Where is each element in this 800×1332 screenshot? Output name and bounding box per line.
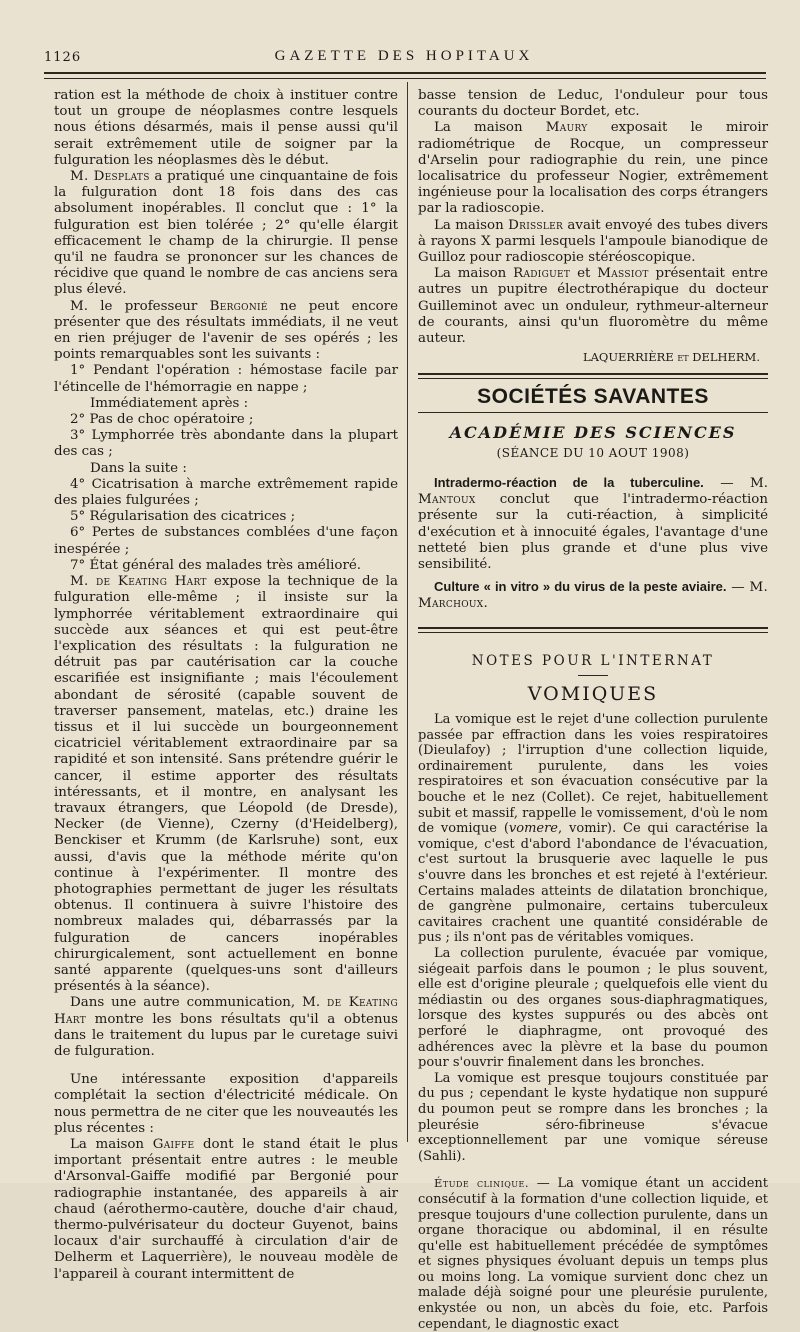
paragraph-text: exposait le miroir radiométrique de Rocque, un compresseur d'Arselin pour radiographie du rein, une pince localisatrice du professeur Nogier, extrêmement ingénieuse pour la localisation des corps étrangers par la radioscopie. [418,120,769,217]
paragraph: basse tension de Leduc, l'onduleur pour tous courants du docteur Bordet, etc. [418,88,768,120]
paragraph [418,1176,768,1332]
paragraph: Une intéressante exposition d'appareils complétait la section d'électricité médicale. On nous permettra de ne citer que les nouveautés les plus récentes : [54,1072,398,1136]
paragraph-text: M. le professeur [70,298,198,314]
company-name: Drissler [508,217,564,233]
paragraph-text: et [577,266,591,282]
section-rule [418,627,768,633]
section-rule [418,373,768,379]
author-name: M. Desplats [70,169,150,185]
communication-title: Intradermo-réaction de la tuberculine. [434,475,704,491]
subsection-title: Étude clinique. [434,1176,530,1191]
paragraph [54,1137,398,1283]
article-title: VOMIQUES [527,682,659,705]
list-item: 6° Pertes de substances comblées d'une façon inespérée ; [54,525,398,557]
article-body [418,712,768,1332]
paragraph [54,299,398,364]
journal-title: GAZETTE DES HOPITAUX [274,48,534,64]
company-name: Massiot [597,266,649,282]
paragraph-text: — M. [720,476,768,492]
company-name: Maury [545,120,588,136]
paragraph [418,218,768,267]
author-name: M. de Keating Hart [70,574,207,590]
paragraph-text: La maison [70,1137,145,1152]
communication [418,579,768,612]
paragraph [54,574,398,995]
page-number: 1126 [44,50,82,65]
communication-title: Culture « in vitro » du virus de la peste aviaire. [434,579,727,595]
list-item: 7° État général des malades très amélioré. [70,557,362,573]
list-subhead: Dans la suite : [90,460,187,476]
short-rule [578,675,608,676]
paragraph-text: La maison [434,266,507,282]
paragraph-text: montre les bons résultats qu'il a obtenus dans le traitement du lupus par le curetage suivi de fulguration. [54,1011,398,1059]
paragraph-text: avait envoyé des tubes divers à rayons X parmi lesquels l'ampoule bianodique de Guilloz pour radioscopie stéréoscopique. [418,217,768,266]
column-divider [407,82,408,1142]
paragraph-text: La maison [434,217,504,233]
list-item: 3° Lymphorrée très abondante dans la plupart des cas ; [54,428,398,460]
paragraph-text: , vomir). Ce qui caractérise la vomique, c'est d'abord l'abondance de l'évacuation, c'est surtout la brusquerie avec laquelle le pus s'ouvre dans les bronches et est rejeté à l'extérieur. Certains malades atteints de dilatation bronchique, de gangrène pulmonaire, certains tuberculeux cavitaires crachent une quantité considérable de pus ; ils n'ont pas de véritables vomiques. [418,821,768,946]
left-column [54,88,398,1283]
paragraph-text: a pratiqué une cinquantaine de fois la fulguration dont 18 fois dans des cas absolument inopérables. Il conclut que : 1° la fulguration est bien tolérée ; 2° qu'elle élargit efficacement le champ de la chirurgie. Il pense qu'il ne faudra se prononcer sur les chances de récidive que quand le nombre de cas anciens sera plus élevé. [54,169,398,298]
paragraph [418,120,768,217]
session-date: (SÉANCE DU 10 AOUT 1908) [496,445,690,460]
company-name: Radiguet [513,266,571,282]
paragraph-text: — [731,580,745,596]
right-column [418,88,768,1332]
paragraph-text: présentait entre autres un pupitre électrothérapique du docteur Guilleminot avec un onduleur, rythmeur-alterneur de courants, ainsi qu'un fluoromètre du même auteur. [418,266,768,347]
list-item: 2° Pas de choc opératoire ; [70,412,254,428]
header-rule-thin [44,78,766,79]
paragraph-text: La maison [434,120,523,136]
list-item: 4° Cicatrisation à marche extrêmement rapide des plaies fulgurées ; [54,476,398,509]
author-name: Bergonié [209,298,268,314]
paragraph [418,712,768,946]
paragraph-text: ne peut encore présenter que des résultats immédiats, il ne veut en rien préjuger de l'avenir de ses opérés ; les points remarquables sont les suivants : [54,298,399,363]
academy-heading: ACADÉMIE DES SCIENCES [449,422,737,442]
paragraph [54,169,398,299]
list-item: 1° Pendant l'opération : hémostase facile par l'étincelle de l'hémorragie en nappe ; [54,363,398,395]
paragraph [418,266,768,347]
section-title: SOCIÉTÉS SAVANTES [477,385,709,409]
paragraph-text: expose la technique de la fulguration elle-même ; il insiste sur la lymphorrée véritablement extraordinaire qui succède aux séances et qui est peut-être l'explication des résultats : la fulguration ne détruit pas par cautérisation car la couche escarifiée est insignifiante ; mais l'écoulement abondant de sérosité (capable souvent de traverser pansement, matelas, etc.) draine les tissus et il lui succède un bourgeonnement cicatriciel véritablement extraordinaire par sa rapidité et son intensité. Sans prétendre guérir le cancer, il estime apporter des résultats intéressants, et il montre, en analysant les travaux étrangers, que Léopold (de Dresde), Necker (de Vienne), Czerny (d'Heidelberg), Benckiser et Krumm (de Karlsruhe) sont, eux aussi, d'avis que la méthode mérite qu'on continue à l'expérimenter. Il montre des photographies permettant de juger les résultats obtenus. Il continuera à suivre l'histoire des nombreux malades qui, débarrassés par la fulguration de cancers inopérables chirurgicalement, sont actuellement en bonne santé apparente (quelques-uns sont d'ailleurs présentés à la séance). [54,574,398,995]
paragraph: La collection purulente, évacuée par vomique, siégeait parfois dans le poumon ; le plus souvent, elle est d'origine pleurale ; quelquefois elle vient du médiastin ou des organes sous-diaphragmatiques, lorsque des kystes suppurés ou des abcès ont perforé le diaphragme, ont provoqué des adhérences avec la plèvre et la base du poumon pour s'ouvrir finalement dans les bronches. [418,946,768,1071]
author-name: Mantoux [418,492,476,508]
paragraph-text: La vomique est le rejet d'une collection purulente passée par effraction dans les voies respiratoires (Dieulafoy) ; l'irruption d'une collection liquide, ordinairement purulente, dans les voies respiratoires et son évacuation consécutive par la bouche et le nez (Collet). Ce rejet, habituellement subit et massif, rappelle le vomissement, d'où le nom de vomique ( [418,712,768,837]
running-header [44,44,764,66]
section-rule-thin [418,412,768,413]
author-name: M. Marchoux. [418,580,769,612]
paragraph [54,995,398,1060]
paragraph-text: conclut que l'intradermo-réaction présente sur la cuti-réaction, à simplicité d'exécution et à innocuité égales, l'avantage d'une netteté bien plus grande et d'une plus vive sensibilité. [418,492,768,573]
notes-heading: NOTES POUR L'INTERNAT [471,652,715,669]
paragraph-text: dont le stand était le plus important présentait entre autres : le meuble d'Arsonval-Gaiffe modifié par Bergonié pour radiographie instantanée, des appareils à air chaud (aérothermo-cautère, douche d'air chaud, thermo-pulvérisateur du docteur Guyenot, bains locaux d'air surchauffé à circulation d'air de Delherm et Laquerrière), le nouveau modèle de l'appareil à courant intermittent de [54,1137,398,1282]
signature: LAQUERRIÈRE et DELHERM. [582,350,760,365]
communication [418,475,768,573]
paragraph: ration est la méthode de choix à instituer contre tout un groupe de néoplasmes contre lesquels nous étions désarmés, mais il pense aussi qu'il serait extrêmement utile de soigner par la fulguration les néoplasmes dès le début. [54,88,398,168]
paragraph-text: — La vomique étant un accident consécutif à la formation d'une collection liquide, et presque toujours d'une collection purulente, dans un organe thoracique ou abdominal, il en résulte qu'elle est habituellement précédée de symptômes et signes physiques évoluant depuis un temps plus ou moins long. La vomique survient donc chez un malade déjà soigné pour une pleurésie purulente, enkystée ou non, un abcès du foie, etc. Parfois cependant, le diagnostic exact [418,1176,769,1332]
list-subhead: Immédiatement après : [90,395,249,411]
company-name: Gaiffe [152,1137,195,1152]
paragraph: La vomique est presque toujours constituée par du pus ; cependant le kyste hydatique non suppuré du poumon peut se rompre dans les bronches ; la pleurésie séro-fibrineuse s'évacue exceptionnellement par une vomique séreuse (Sahli). [418,1070,768,1164]
author-name: de Keating Hart [54,995,398,1027]
latin-term: vomere [508,821,559,837]
list-item: 5° Régularisation des cicatrices ; [70,509,296,525]
header-rule [44,72,766,74]
paragraph-text: Dans une autre communication, M. [70,995,321,1011]
